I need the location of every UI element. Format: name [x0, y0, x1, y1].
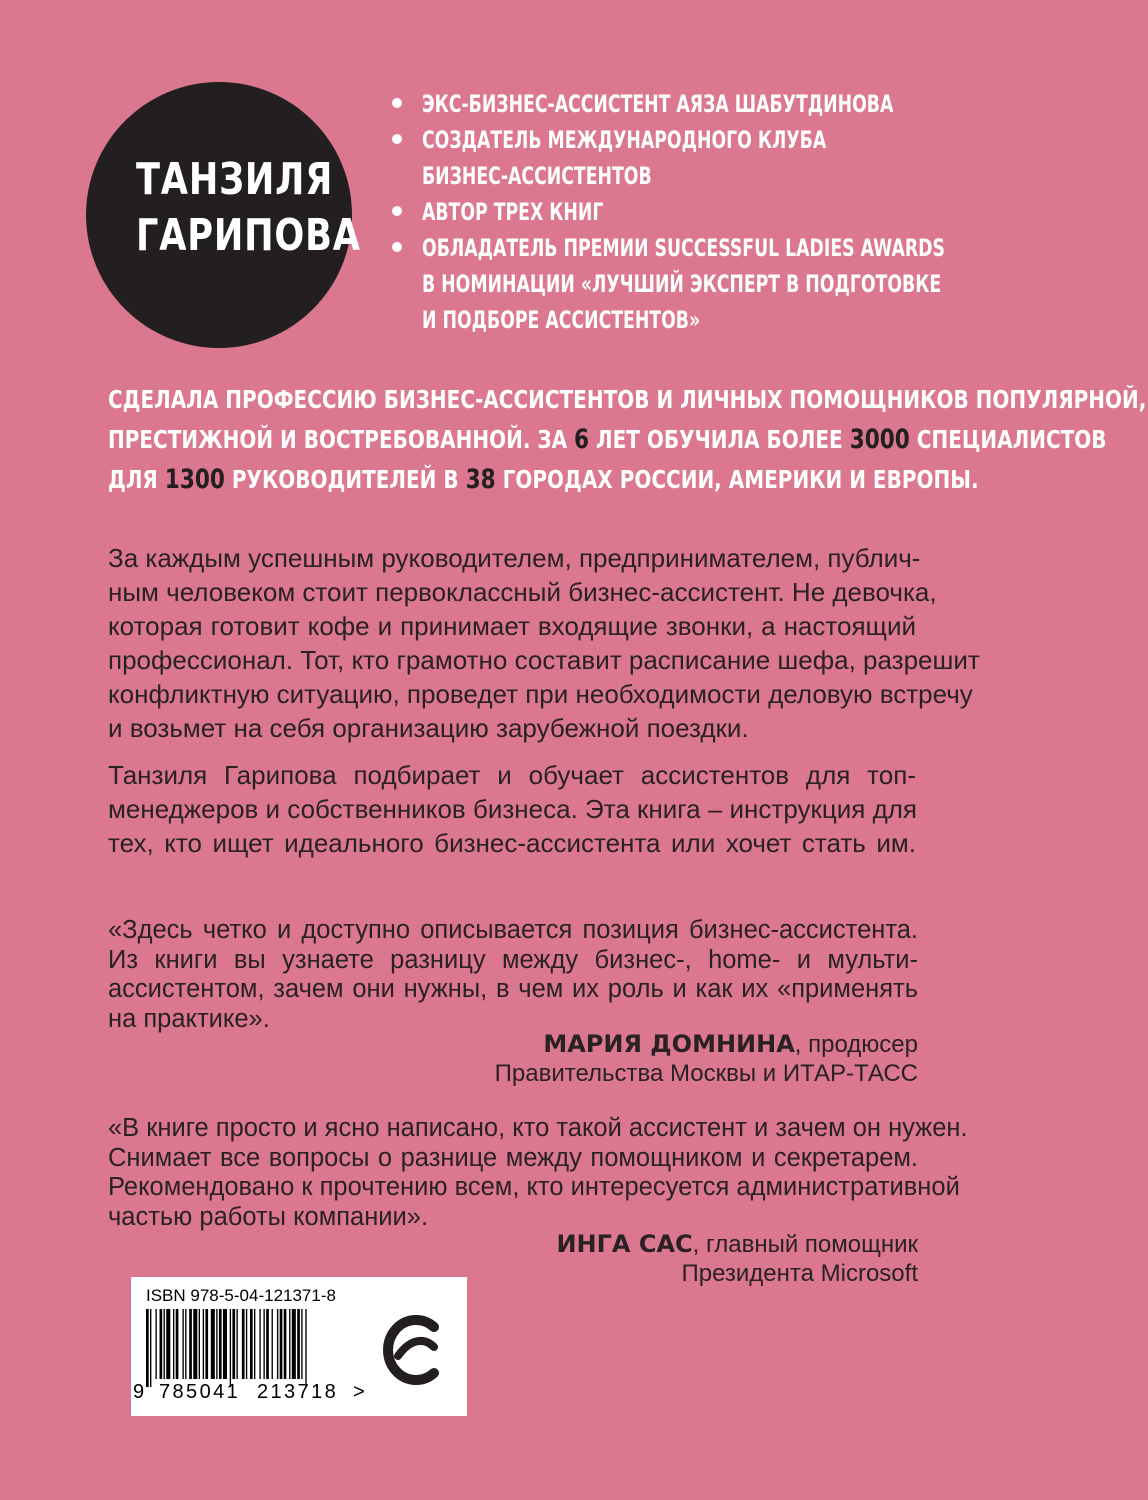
- isbn-label: ISBN 978-5-04-121371-8: [146, 1286, 336, 1305]
- paragraph-line: конфликтную ситуацию, проведет при необходимости деловую встречу: [108, 679, 973, 709]
- author-name: [136, 152, 361, 264]
- barcode-digit-group: 213718: [257, 1381, 339, 1403]
- stat-managers: 1300: [164, 464, 225, 495]
- barcode-bar: [176, 1309, 179, 1379]
- credential-item: [392, 230, 1148, 338]
- barcode-quiet-zone-marker: >: [353, 1381, 365, 1403]
- bullet-icon: [392, 98, 402, 108]
- barcode-bar: [232, 1309, 235, 1379]
- credential-line: СОЗДАТЕЛЬ МЕЖДУНАРОДНОГО КЛУБА: [422, 126, 827, 154]
- headline-text: ДЛЯ: [108, 465, 165, 494]
- barcode-bar: [284, 1309, 287, 1379]
- quote-line: Снимает все вопросы о разнице между помощником и секретарем.: [108, 1143, 918, 1172]
- barcode-bar: [173, 1309, 174, 1379]
- paragraph-line: Танзиля Гарипова подбирает и обучает ассистентов для топ-: [108, 760, 916, 790]
- attribution-line: [495, 1030, 918, 1059]
- author-name-line-2: ГАРИПОВА: [136, 210, 361, 261]
- paragraph-line: тех, кто ищет идеального бизнес-ассистента или хочет стать им.: [108, 828, 916, 858]
- barcode-bar: [246, 1309, 247, 1379]
- credential-item: [392, 86, 1148, 122]
- barcode-bar: [146, 1309, 149, 1387]
- credential-item: [392, 122, 1148, 194]
- barcode-bar: [199, 1309, 200, 1379]
- headline-text: ЛЕТ ОБУЧИЛА БОЛЕЕ: [589, 425, 850, 454]
- reviewer-role: , продюсер: [794, 1031, 918, 1058]
- barcode-bar: [242, 1309, 245, 1379]
- barcode-bar: [223, 1309, 227, 1379]
- headline-line: СДЕЛАЛА ПРОФЕССИЮ БИЗНЕС-АССИСТЕНТОВ И ЛИЧНЫХ ПОМОЩНИКОВ ПОПУЛЯРНОЙ,: [108, 385, 1147, 414]
- stat-years: 6: [574, 424, 590, 455]
- barcode-bar: [280, 1309, 283, 1379]
- barcode-bar: [185, 1309, 186, 1379]
- review-quote-2: [108, 1114, 968, 1232]
- credential-item: [392, 194, 1148, 230]
- credential-line: БИЗНЕС-АССИСТЕНТОВ: [422, 162, 652, 190]
- eksmo-logo-icon: [376, 1307, 446, 1393]
- reviewer-organization: Правительства Москвы и ИТАР-ТАСС: [494, 1060, 918, 1087]
- barcode-digit-lead: 9: [133, 1381, 145, 1403]
- bullet-icon: [392, 242, 402, 252]
- reviewer-organization: Президента Microsoft: [681, 1260, 918, 1287]
- author-name-line-1: ТАНЗИЛЯ: [136, 154, 334, 205]
- quote-line: Из книги вы узнаете разницу между бизнес-, home- и мульти-: [108, 945, 918, 974]
- barcode-bar: [189, 1309, 192, 1379]
- barcode-bar: [305, 1309, 306, 1387]
- review-attribution-1: [495, 1030, 918, 1088]
- paragraph-line: За каждым успешным руководителем, предпринимателем, публич-: [108, 543, 921, 573]
- author-credentials-list: [392, 86, 1148, 338]
- barcode-bar: [160, 1309, 163, 1379]
- headline-text: СПЕЦИАЛИСТОВ: [909, 425, 1107, 454]
- barcode-bar: [250, 1309, 253, 1379]
- barcode-bar: [289, 1309, 290, 1379]
- barcode-bar: [166, 1309, 170, 1379]
- bullet-icon: [392, 206, 402, 216]
- quote-line: ассистентом, зачем они нужны, в чем их роль и как их «применять: [108, 975, 918, 1003]
- credential-line: ОБЛАДАТЕЛЬ ПРЕМИИ SUCCESSFUL LADIES AWARDS: [422, 234, 945, 262]
- quote-line: «Здесь четко и доступно описывается позиция бизнес-ассистента.: [108, 916, 918, 944]
- barcode-bar: [254, 1309, 255, 1379]
- barcode-bar: [230, 1309, 231, 1387]
- barcode-bar: [272, 1309, 273, 1379]
- paragraph-line: которая готовит кофе и принимает входящие звонки, а настоящий: [108, 611, 916, 641]
- barcode-bar: [219, 1309, 222, 1379]
- barcode: [146, 1309, 356, 1387]
- quote-line: Рекомендовано к прочтению всем, кто интересуется административной: [108, 1173, 960, 1201]
- review-quote-1: [108, 916, 918, 1034]
- description-paragraph-1: [108, 541, 980, 745]
- barcode-bar: [205, 1309, 208, 1379]
- barcode-bar: [150, 1309, 151, 1387]
- barcode-bar: [236, 1309, 237, 1379]
- barcode-bar: [193, 1309, 197, 1379]
- headline-text: ПРЕСТИЖНОЙ И ВОСТРЕБОВАННОЙ. ЗА: [108, 425, 575, 454]
- headline-text: ГОРОДАХ РОССИИ, АМЕРИКИ И ЕВРОПЫ.: [495, 465, 979, 494]
- stat-cities: 38: [465, 464, 496, 495]
- bullet-icon: [392, 134, 402, 144]
- barcode-bar: [211, 1309, 215, 1379]
- reviewer-name: МАРИЯ ДОМНИНА: [543, 1030, 795, 1058]
- barcode-bar: [203, 1309, 204, 1379]
- headline-achievements: [108, 380, 1147, 500]
- reviewer-role: , главный помощник: [692, 1231, 918, 1258]
- stat-specialists: 3000: [849, 424, 910, 455]
- barcode-bar: [216, 1309, 217, 1379]
- barcode-bar: [164, 1309, 165, 1379]
- barcode-bar: [297, 1309, 300, 1379]
- barcode-digit-group: 785041: [159, 1381, 241, 1403]
- quote-line: частью работы компании».: [108, 1202, 429, 1231]
- credential-line: И ПОДБОРЕ АССИСТЕНТОВ»: [422, 306, 701, 334]
- credential-line: ЭКС-БИЗНЕС-АССИСТЕНТ АЯЗА ШАБУТДИНОВА: [422, 90, 894, 118]
- paragraph-line: профессионал. Тот, кто грамотно составит расписание шефа, разрешит: [108, 645, 980, 675]
- barcode-bar: [301, 1309, 302, 1379]
- barcode-bar: [259, 1309, 260, 1379]
- barcode-bar: [155, 1309, 156, 1379]
- barcode-bar: [277, 1309, 278, 1379]
- attribution-line: [556, 1230, 918, 1259]
- headline-line: [108, 420, 1107, 460]
- review-attribution-2: [556, 1230, 918, 1288]
- paragraph-line: ным человеком стоит первоклассный бизнес-ассистент. Не девочка,: [108, 577, 937, 607]
- quote-line: на практике».: [108, 1004, 270, 1033]
- reviewer-name: ИНГА САС: [556, 1230, 693, 1258]
- barcode-bar: [263, 1309, 264, 1379]
- barcode-bar: [266, 1309, 269, 1379]
- credential-line: В НОМИНАЦИИ «ЛУЧШИЙ ЭКСПЕРТ В ПОДГОТОВКЕ: [422, 270, 942, 298]
- barcode-bar: [292, 1309, 296, 1379]
- description-paragraph-2: [108, 758, 916, 860]
- headline-line: [108, 460, 979, 500]
- barcode-bar: [182, 1309, 183, 1379]
- paragraph-line: и возьмет на себя организацию зарубежной поездки.: [108, 713, 749, 743]
- headline-text: РУКОВОДИТЕЛЕЙ В: [224, 465, 466, 494]
- quote-line: «В книге просто и ясно написано, кто такой ассистент и зачем он нужен.: [108, 1114, 968, 1142]
- credential-line: АВТОР ТРЕХ КНИГ: [422, 198, 604, 226]
- paragraph-line: менеджеров и собственников бизнеса. Эта книга – инструкция для: [108, 794, 918, 824]
